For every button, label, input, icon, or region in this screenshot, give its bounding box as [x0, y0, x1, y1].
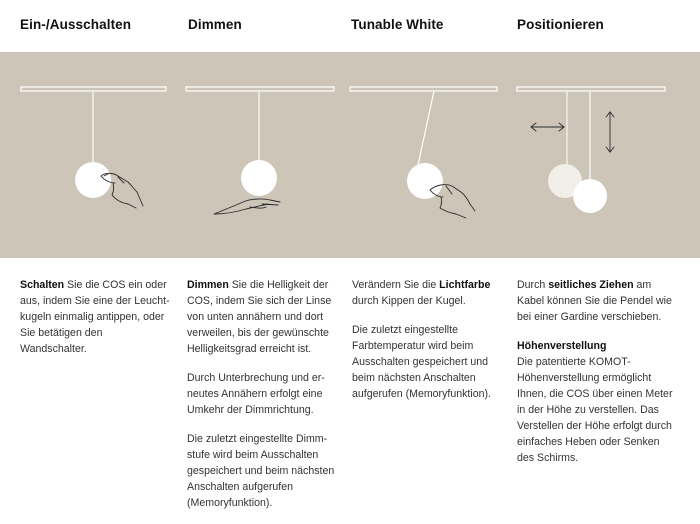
text-hoehenverstellung: Die patentierte KOMOT-Höhenverstellung ermöglicht Ihnen, die COS über einen Meter in der Höhe zu verstellen. Das Verstellen der Höhe erfolgt durch einfaches Heben oder Senken des Schirms.: [517, 356, 673, 464]
text-ziehen-post: am Kabel können Sie die Pendel wie bei einer Gardine verschieben.: [517, 279, 672, 323]
column-tunable-white: [352, 277, 502, 415]
panel-position-illustration: [517, 87, 665, 213]
subhead-hoehenverstellung: Höhenverstellung: [517, 340, 607, 352]
lead-seitliches-ziehen: seitliches Ziehen: [548, 279, 634, 291]
paragraph-dimm-umkehr: Durch Unterbrechung und erneutes Annähern erfolgt eine Umkehr der Dimmrichtung.: [187, 372, 325, 416]
paragraph-ziehen: [517, 277, 677, 325]
lead-schalten: Schalten: [20, 279, 65, 291]
paragraph-schalten: [20, 277, 172, 357]
lead-lichtfarbe: Lichtfarbe: [439, 279, 491, 291]
horizontal-arrow-icon: [531, 123, 564, 131]
text-schalten: Sie die COS ein oder aus, indem Sie eine der Leuchtkugeln einmalig antippen, oder Sie betätigen den Wandschalter.: [20, 279, 170, 355]
heading-ein-ausschalten: Ein-/Ausschalten: [20, 17, 132, 32]
text-lichtfarbe-post: durch Kippen der Kugel.: [352, 295, 466, 307]
column-ein-ausschalten: [20, 277, 172, 370]
track-rail-1: [21, 87, 166, 91]
pendant-cable-3-tilted: [418, 91, 434, 165]
text-dimmen: Sie die Helligkeit der COS, indem Sie sich der Linse von unten annähern und dort verweilen, bis der gewünschte Helligkeitsgrad erreicht ist.: [187, 279, 332, 355]
column-positionieren: [517, 277, 677, 479]
globe-lamp-2: [241, 160, 277, 196]
heading-dimmen: Dimmen: [188, 17, 242, 32]
paragraph-lichtfarbe: [352, 277, 502, 309]
panel-tunable-illustration: [350, 87, 497, 218]
paragraph-dimm-memory: Die zuletzt eingestellte Dimmstufe wird beim Ausschalten gespeichert und beim nächsten Anschalten aufgerufen (Memoryfunktion).: [187, 433, 335, 509]
panel-dim-illustration: [186, 87, 334, 214]
text-ziehen-pre: Durch: [517, 279, 549, 291]
globe-lamp-3: [407, 163, 443, 199]
open-hand-icon: [214, 199, 280, 214]
paragraph-hoehenverstellung: [517, 338, 677, 466]
track-rail-2: [186, 87, 334, 91]
track-rail-3: [350, 87, 497, 91]
vertical-arrow-icon: [606, 112, 614, 152]
globe-lamp-4b: [573, 179, 607, 213]
heading-tunable-white: Tunable White: [351, 17, 444, 32]
heading-positionieren: Positionieren: [517, 17, 604, 32]
paragraph-farbtemperatur: Die zuletzt eingestellte Farbtemperatur wird beim Ausschalten gespeichert und beim nächsten Anschalten aufgerufen (Memoryfunktion).: [352, 324, 491, 400]
text-lichtfarbe-pre: Verändern Sie die: [352, 279, 440, 291]
track-rail-4: [517, 87, 665, 91]
paragraph-dimmen: [187, 277, 337, 357]
illustration-svg: [0, 52, 700, 258]
lead-dimmen: Dimmen: [187, 279, 229, 291]
column-dimmen: [187, 277, 337, 524]
illustration-band: [0, 52, 700, 258]
panel-switch-illustration: [21, 87, 166, 208]
